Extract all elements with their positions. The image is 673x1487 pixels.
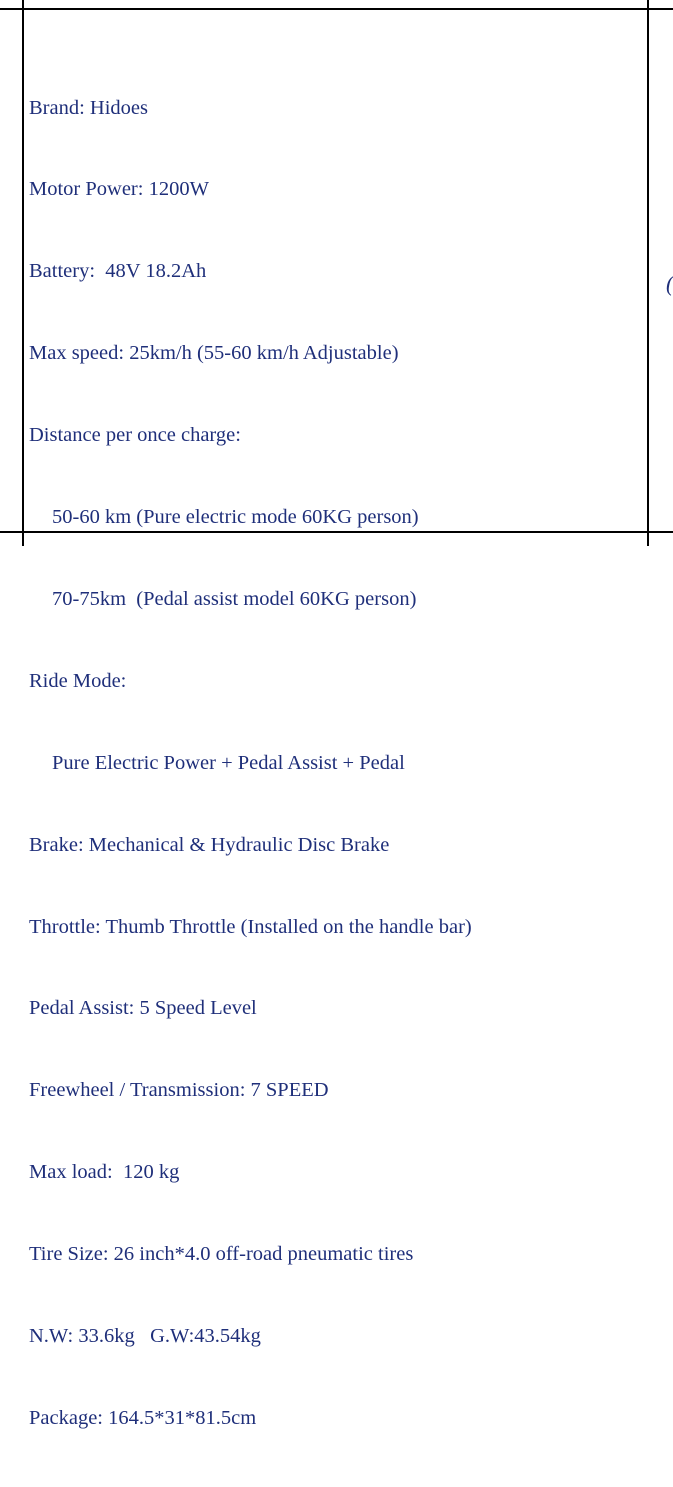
spec-tire-size: Tire Size: 26 inch*4.0 off-road pneumatic tires — [29, 1243, 414, 1266]
spec-ride-mode-label: Ride Mode: — [29, 669, 127, 692]
spec-freewheel: Freewheel / Transmission: 7 SPEED — [29, 1079, 329, 1102]
spec-distance-electric: 50-60 km (Pure electric mode 60KG person) — [52, 506, 419, 529]
spec-throttle: Throttle: Thumb Throttle (Installed on the handle bar) — [29, 915, 472, 938]
spec-package: Package: 164.5*31*81.5cm — [29, 1406, 257, 1429]
table-column-divider — [647, 0, 649, 546]
spec-ride-mode-value: Pure Electric Power + Pedal Assist + Pedal — [52, 751, 405, 774]
spec-brake: Brake: Mechanical & Hydraulic Disc Brake — [29, 833, 390, 856]
spec-distance-pedal: 70-75km (Pedal assist model 60KG person) — [52, 587, 417, 610]
spec-max-load: Max load: 120 kg — [29, 1161, 180, 1184]
spec-battery: Battery: 48V 18.2Ah — [29, 260, 207, 283]
spec-weight: N.W: 33.6kg G.W:43.54kg — [29, 1324, 261, 1347]
spec-motor-power: Motor Power: 1200W — [29, 178, 209, 201]
table-left-border — [22, 0, 24, 546]
spec-pedal-assist: Pedal Assist: 5 Speed Level — [29, 997, 257, 1020]
spec-brand: Brand: Hidoes — [29, 96, 148, 119]
table-top-border — [0, 8, 673, 10]
spec-distance-label: Distance per once charge: — [29, 424, 241, 447]
spec-list — [29, 40, 472, 1487]
spec-max-speed: Max speed: 25km/h (55-60 km/h Adjustable) — [29, 342, 399, 365]
right-cell-text-fragment: ( — [666, 271, 673, 296]
